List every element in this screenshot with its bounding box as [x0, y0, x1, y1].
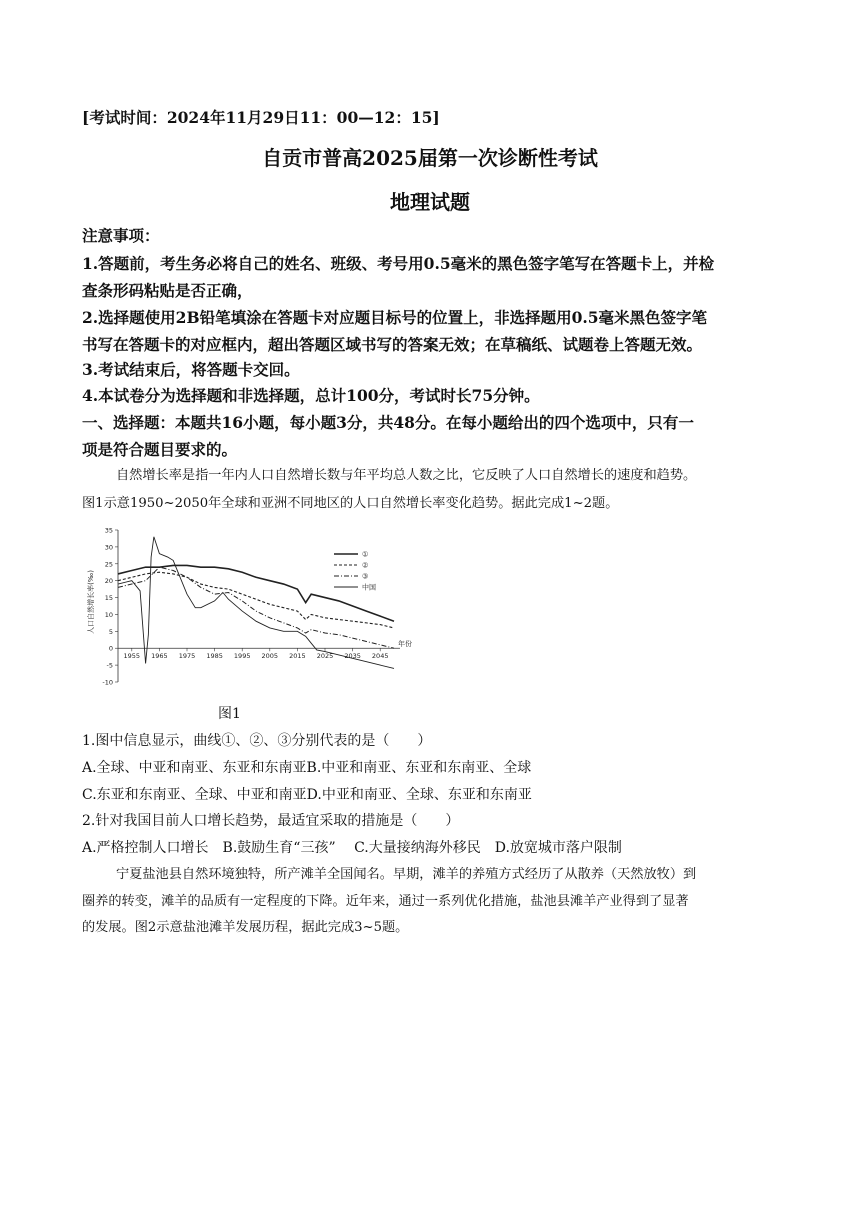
x-tick-label: 2035: [344, 652, 361, 661]
series-line-1: [118, 565, 394, 621]
y-tick-label: -5: [106, 661, 113, 670]
y-tick-label: 25: [104, 560, 113, 569]
y-tick-label: 35: [104, 526, 113, 535]
exam-time: [考试时间：2024年11月29日11：00—12：15]: [82, 108, 440, 127]
exam-subtitle: 地理试题: [390, 190, 470, 214]
legend-label: ②: [362, 561, 369, 570]
passage2-line-a: 宁夏盐池县自然环境独特，所产滩羊全国闻名。早期，滩羊的养殖方式经历了从散养（天然放牧）到: [116, 867, 697, 882]
x-tick-label: 2045: [371, 652, 389, 661]
y-tick-label: 0: [108, 644, 113, 653]
series-line-2: [118, 572, 394, 628]
x-tick-label: 1965: [151, 652, 168, 661]
notes-heading: 注意事项：: [82, 226, 160, 245]
y-tick-label: 10: [104, 610, 113, 619]
y-tick-label: 20: [104, 577, 113, 586]
notes-item-2b: 书写在答题卡的对应框内，超出答题区域书写的答案无效；在草稿纸、试题卷上答题无效。: [82, 335, 703, 354]
section1-line-b: 项是符合题目要求的。: [82, 440, 238, 459]
legend-label: ①: [362, 550, 369, 559]
chart-legend: [334, 551, 376, 592]
x-tick-label: 2005: [261, 652, 279, 661]
q1-options-line1: A.全球、中亚和南亚、东亚和东南亚B.中亚和南亚、东亚和东南亚、全球: [82, 760, 532, 776]
chart-ylabel: 人口自然增长率(‰): [87, 570, 95, 634]
y-tick-label: 15: [104, 594, 113, 603]
exam-title: 自贡市普高2025届第一次诊断性考试: [262, 146, 598, 170]
notes-item-4: 4.本试卷分为选择题和非选择题，总计100分，考试时长75分钟。: [82, 386, 540, 405]
x-tick-label: 1975: [178, 652, 196, 661]
x-tick-label: 1985: [206, 652, 223, 661]
series-line-3: [118, 567, 394, 648]
population-growth-chart: [82, 522, 418, 690]
passage2-line-b: 圈养的转变，滩羊的品质有一定程度的下降。近年来，通过一系列优化措施，盐池县滩羊产业得到了显著: [82, 894, 689, 909]
x-tick-label: 2015: [289, 652, 306, 661]
passage1-line-a: 自然增长率是指一年内人口自然增长数与年平均总人数之比，它反映了人口自然增长的速度和趋势。: [116, 468, 697, 483]
x-tick-label: 1955: [123, 652, 141, 661]
y-tick-label: 5: [108, 627, 113, 636]
q1-options-line2: C.东亚和东南亚、全球、中亚和南亚D.中亚和南亚、全球、东亚和东南亚: [82, 787, 532, 803]
notes-item-1b: 查条形码粘贴是否正确，: [82, 281, 253, 300]
q1-stem: 1.图中信息显示，曲线①、②、③分别代表的是（ ）: [82, 733, 432, 749]
q2-stem: 2.针对我国目前人口增长趋势，最适宜采取的措施是（ ）: [82, 813, 460, 829]
legend-label: 中国: [362, 583, 376, 592]
figure1-caption: 图1: [218, 706, 241, 722]
y-tick-label: 30: [104, 543, 113, 552]
legend-label: ③: [362, 572, 369, 581]
y-tick-label: -10: [102, 678, 113, 687]
x-tick-label: 1995: [233, 652, 251, 661]
notes-item-2a: 2.选择题使用2B铅笔填涂在答题卡对应题目标号的位置上，非选择题用0.5毫米黑色签字笔: [82, 308, 708, 327]
section1-line-a: 一、选择题：本题共16小题，每小题3分，共48分。在每小题给出的四个选项中，只有一: [82, 413, 694, 432]
notes-item-1a: 1.答题前，考生务必将自己的姓名、班级、考号用0.5毫米的黑色签字笔写在答题卡上，并检: [82, 254, 715, 273]
passage2-line-c: 的发展。图2示意盐池滩羊发展历程，据此完成3~5题。: [82, 920, 409, 935]
passage1-line-b: 图1示意1950~2050年全球和亚洲不同地区的人口自然增长率变化趋势。据此完成1~2题。: [82, 496, 619, 511]
chart-xlabel: 年份: [398, 640, 412, 648]
notes-item-3: 3.考试结束后，将答题卡交回。: [82, 360, 300, 379]
x-tick-label: 2025: [316, 652, 334, 661]
q2-options: A.严格控制人口增长 B.鼓励生育“三孩” C.大量接纳海外移民 D.放宽城市落户限制: [82, 840, 622, 856]
